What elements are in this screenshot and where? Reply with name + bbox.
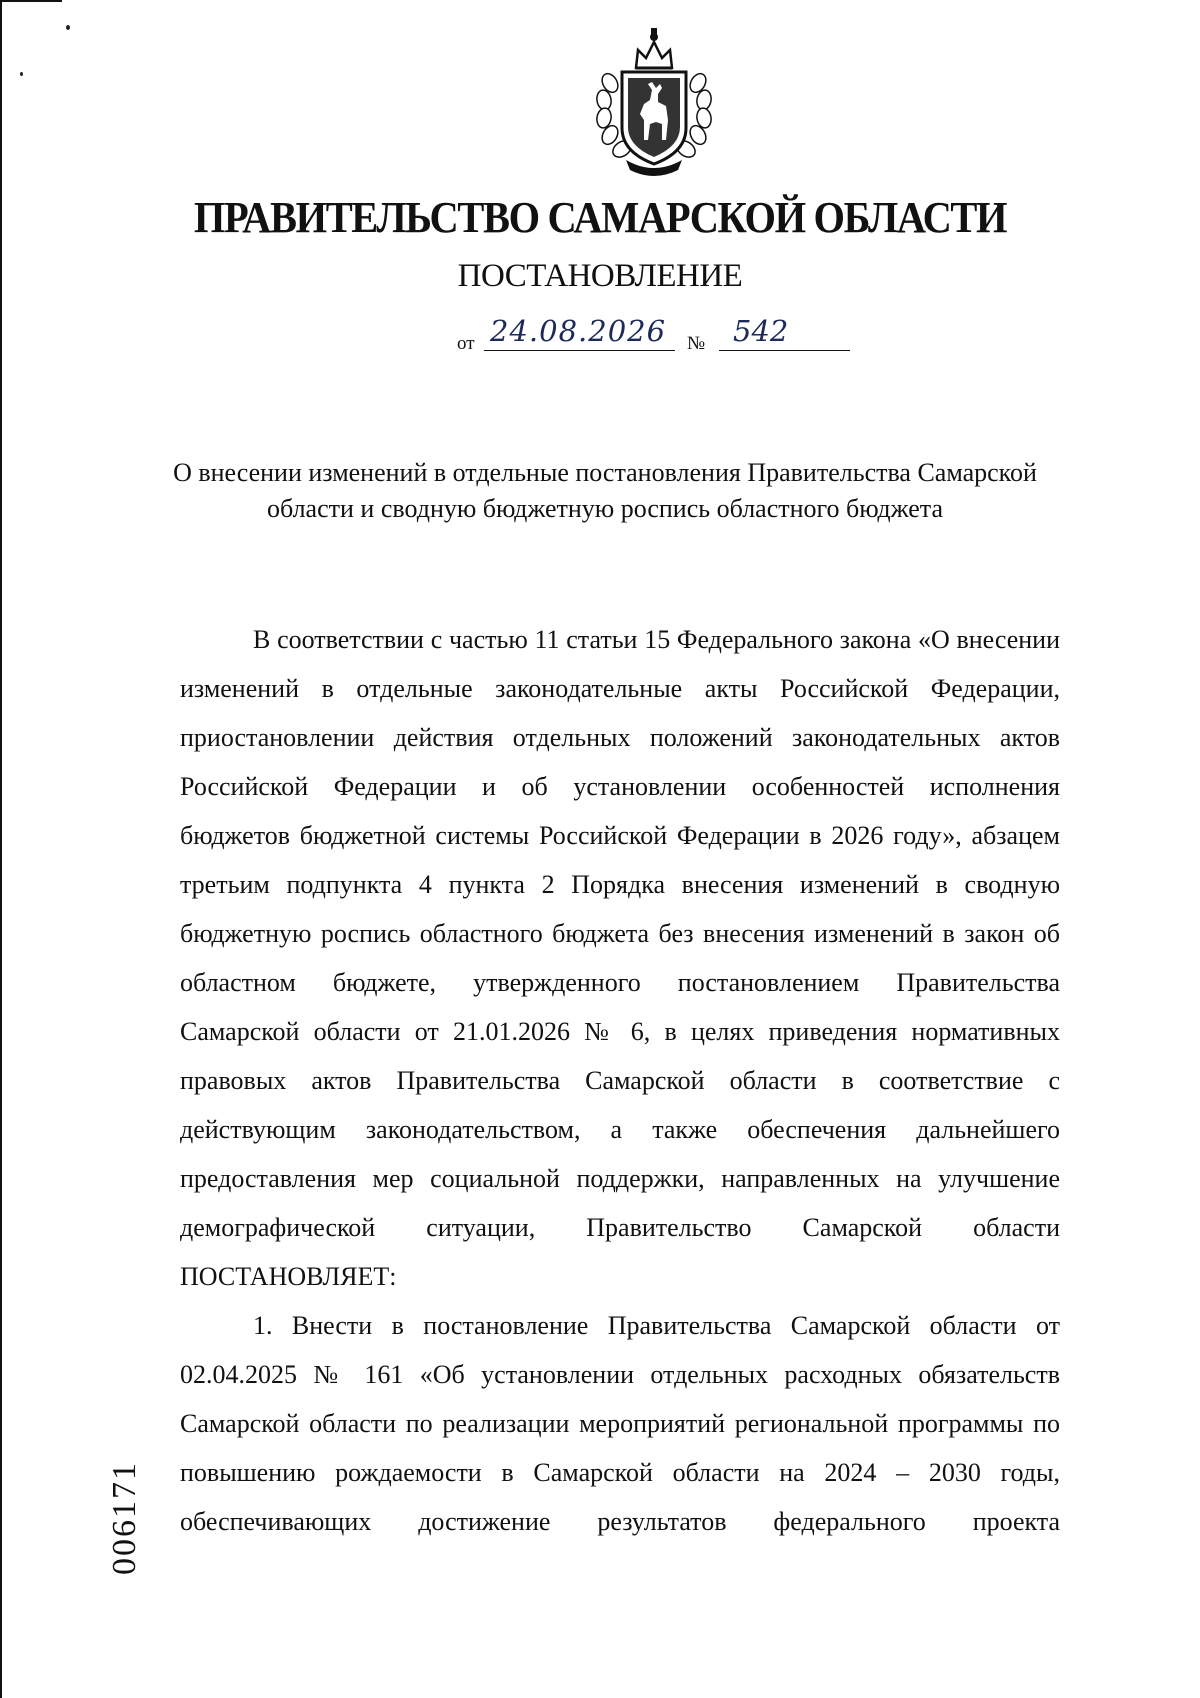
number-prefix: № [687,333,706,354]
scan-speck [66,25,70,30]
coat-of-arms-icon [592,28,716,178]
margin-stamp-number [95,1418,155,1618]
margin-stamp-text: 006171 [106,1461,143,1575]
document-body [180,615,1060,1546]
subject-line: О внесении изменений в отдельные постановления Правительства Самарской [173,458,1037,487]
subject-line: области и сводную бюджетную роспись областного бюджета [267,494,943,523]
scan-edge-top [0,0,62,2]
preamble-paragraph: В соответствии с частью 11 статьи 15 Федерального закона «О внесении изменений в отдельные законодательные акты Российской Федерации, приостановлении действия отдельных положений законодательных актов Российской Федерации и об установлении особенностей исполнения бюджетов бюджетной системы Российской Федерации в 2026 году», абзацем третьим подпункта 4 пункта 2 Порядка внесения изменений в сводную бюджетную роспись областного бюджета без внесения изменений в закон об областном бюджете, утвержденного постановлением Правительства Самарской области от 21.01.2026 № 6, в целях приведения нормативных правовых актов Правительства Самарской области в соответствие с действующим законодательством, а также обеспечения дальнейшего предоставления мер социальной поддержки, направленных на улучшение демографической ситуации, Правительство Самарской области ПОСТАНОВЛЯЕТ: [180,625,1060,1291]
document-subject [150,455,1060,527]
document-type: ПОСТАНОВЛЕНИЕ [457,258,743,294]
item-1-paragraph: 1. Внести в постановление Правительства Самарской области от 02.04.2025 № 161 «Об установлении отдельных расходных обязательств Самарской области по реализации мероприятий региональной программы по повышению рождаемости в Самарской области на 2024 – 2030 годы, обеспечивающих достижение результатов федерального проекта [180,1311,1060,1536]
date-value: 24.08.2026 [484,314,675,351]
date-prefix: от [457,333,475,354]
scan-speck [20,72,23,76]
government-title: ПРАВИТЕЛЬСТВО САМАРСКОЙ ОБЛАСТИ [193,193,1007,242]
date-number-line [457,314,857,358]
number-value: 542 [719,314,850,351]
scan-edge-left [0,0,2,1698]
